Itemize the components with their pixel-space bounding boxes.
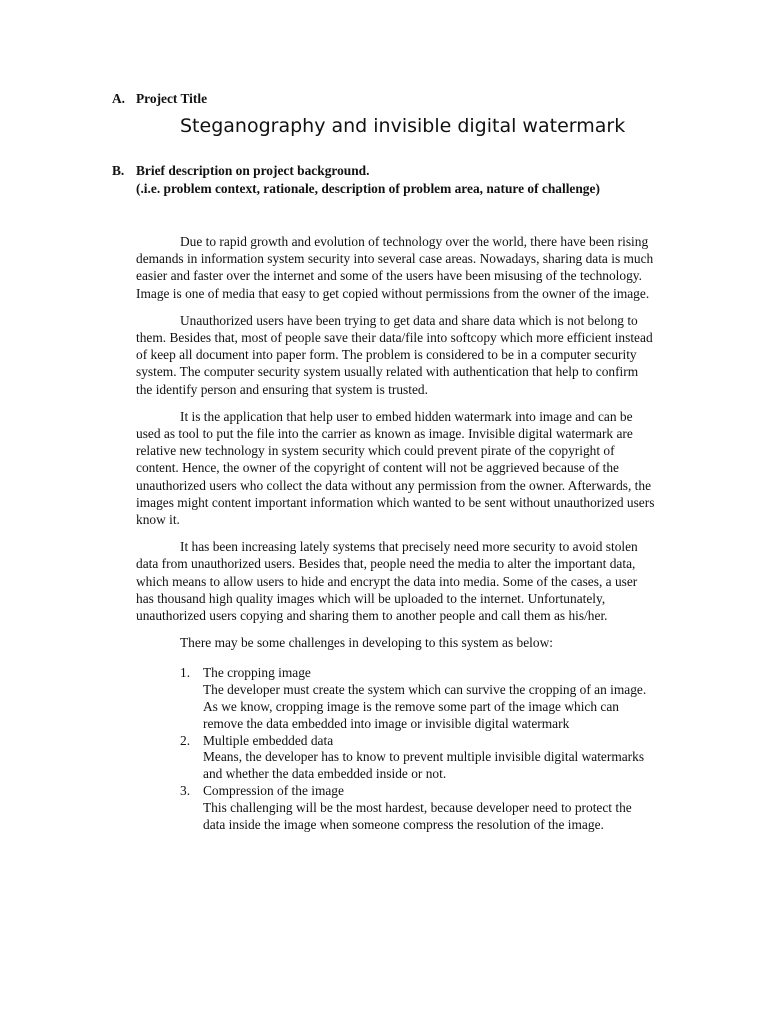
section-a-heading (112, 90, 207, 107)
list-item-number: 3. (180, 783, 191, 799)
list-item-description: The developer must create the system which can survive the cropping of an image. As we know, cropping image is the remove some part of the image which can remove the data embedded into image or invisible digital watermark (203, 682, 647, 731)
list-item-number: 2. (180, 732, 191, 748)
list-item-description: Means, the developer has to know to prevent multiple invisible digital watermarks and whether the data embedded inside or not. (203, 749, 645, 782)
list-item (136, 733, 656, 783)
list-item (136, 783, 656, 833)
section-b-label: Brief description on project background. (136, 163, 370, 178)
section-b-marker: B. (112, 163, 125, 178)
list-item-description: This challenging will be the most hardest, because developer need to protect the data inside the image when someone compress the resolution of the image. (203, 799, 632, 832)
paragraph: It has been increasing lately systems that precisely need more security to avoid stolen data from unauthorized users. Besides that, people need the media to alter the important data, which means to allow users to hide and encrypt the data into media. Some of the cases, a user has thousand high quality images which will be uploaded to the internet. Unfortunately, unauthorized users copying and sharing them to another people and call them as his/her. (136, 539, 638, 624)
paragraph: Unauthorized users have been trying to get data and share data which is not belong to them. Besides that, most of people save their data/file into softcopy which more efficient instead of keep all document into paper form. The problem is considered to be in a computer security system. The computer security system usually related with authentication that help to confirm the identify person and ensuring that system is trusted. (136, 312, 653, 397)
list-item-number: 1. (180, 665, 191, 681)
challenges-intro: There may be some challenges in developing to this system as below: (180, 635, 553, 651)
list-item (136, 665, 656, 732)
paragraph: It is the application that help user to embed hidden watermark into image and can be used as tool to put the file into the carrier as known as image. Invisible digital watermark are relative new technology in system security which could prevent pirate of the copyright of content. Hence, the owner of the copyright of content will not be aggrieved because of the unauthorized users who collect the data without any permission from the owner. Afterwards, the images might content important information which wanted to be sent without unauthorized users know it. (136, 408, 655, 528)
project-title: Steganography and invisible digital watermark (180, 115, 626, 137)
section-b-heading (112, 162, 369, 179)
section-a-label: Project Title (136, 91, 208, 106)
section-a-marker: A. (112, 91, 126, 106)
list-item-title: The cropping image (203, 665, 311, 681)
section-b-sublabel: (.i.e. problem context, rationale, description of problem area, nature of challenge) (136, 181, 600, 196)
list-item-title: Compression of the image (203, 783, 344, 799)
list-item-title: Multiple embedded data (203, 732, 334, 748)
body-text (136, 233, 656, 833)
challenges-list (136, 665, 656, 833)
paragraph: Due to rapid growth and evolution of technology over the world, there have been rising demands in information system security into several case areas. Nowadays, sharing data is much easier and faster over the internet and some of the users have been misusing of the technology. Image is one of media that easy to get copied without permissions from the owner of the image. (136, 234, 654, 301)
